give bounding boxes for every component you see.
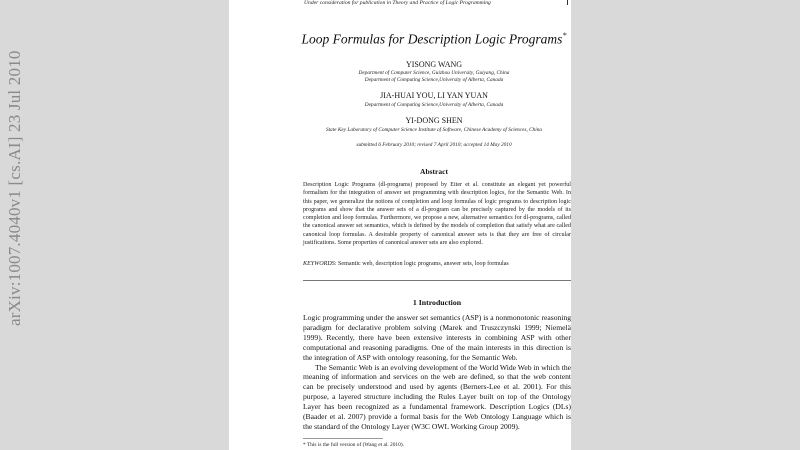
- paragraph-2: The Semantic Web is an evolving development of the World Wide Web in which the meaning of information and services on the web are defined, so that the web content can be precisely understood and used by agents (Berners-Lee et al. 2001). For this purpose, a layered structure including the Rules Layer built on top of the Ontology Layer has been recognized as a fundamental framework. Description Logics (DLs) (Baader et al. 2007) provide a formal basis for the Web Ontology Language which is the standard of the Ontology Layer (W3C OWL Working Group 2009).: [303, 362, 571, 431]
- keywords-line: KEYWORDS: Semantic web, description logic programs, answer sets, loop formulas: [303, 261, 509, 267]
- paragraph-1: Logic programming under the answer set semantics (ASP) is a nonmonotonic reasoning paradigm for declarative problem solving (Marek and Truszczynski 1999; Niemelä 1999). Recently, there have been extensive interests in combining ASP with other computational and reasoning paradigms. One of the main interests in this direction is the integration of ASP with ontology reasoning, for the Semantic Web.: [303, 313, 571, 362]
- section-divider: [303, 280, 571, 281]
- author-3-name: YI-DONG SHEN: [405, 116, 463, 125]
- author-3-affiliation-1: State Key Laboratory of Computer Science Institute of Software, Chinese Academy of Sciences, China: [325, 127, 543, 133]
- running-header: Under consideration for publication in Theory and Practice of Logic Programming: [304, 0, 491, 6]
- author-1-affiliation-2: Department of Computing Science,University of Alberta, Canada: [364, 77, 504, 83]
- keywords-label: KEYWORDS: [303, 261, 335, 267]
- section-heading: 1 Introduction: [412, 298, 462, 307]
- footnote-divider: [303, 438, 383, 439]
- author-1-affiliation-1: Department of Computer Science, Guizhou University, Guiyang, China: [358, 70, 510, 76]
- paper-title: [299, 31, 569, 48]
- introduction-body: [303, 313, 571, 432]
- title-text: Loop Formulas for Description Logic Programs: [301, 31, 563, 47]
- author-1-name: YISONG WANG: [405, 60, 463, 69]
- arxiv-watermark: arXiv:1007.4040v1 [cs.AI] 23 Jul 2010: [5, 50, 24, 326]
- title-footnote-mark: *: [562, 31, 567, 40]
- abstract-heading: Abstract: [420, 167, 448, 176]
- footnote: * This is the full version of (Wang et al. 2010).: [303, 442, 404, 448]
- header-mark: [567, 0, 568, 5]
- paper-page: [229, 0, 571, 450]
- keywords-text: Semantic web, description logic programs, answer sets, loop formulas: [338, 261, 509, 267]
- author-2-name: JIA-HUAI YOU, LI YAN YUAN: [380, 91, 488, 100]
- author-2-affiliation-1: Department of Computing Science,University of Alberta, Canada: [364, 102, 504, 108]
- abstract-text: Description Logic Programs (dl-programs) proposed by Eiter et al. constitute an elegant yet powerful formalism for the integration of answer set programming with description logics, for the Semantic Web. In this paper, we generalize the notions of completion and loop formulas of logic programs to description logic programs and show that the answer sets of a dl-program can be precisely captured by the models of its completion and loop formulas. Furthermore, we propose a new, alternative semantics for dl-programs, called the canonical answer set semantics, which is defined by the models of completion that satisfy what are called canonical loop formulas. A desirable property of canonical answer sets is that they are free of circular justifications. Some properties of canonical answer sets are also explored.: [303, 182, 571, 246]
- submission-dates: submitted 6 February 2010; revised 7 April 2010; accepted 14 May 2010: [356, 142, 512, 148]
